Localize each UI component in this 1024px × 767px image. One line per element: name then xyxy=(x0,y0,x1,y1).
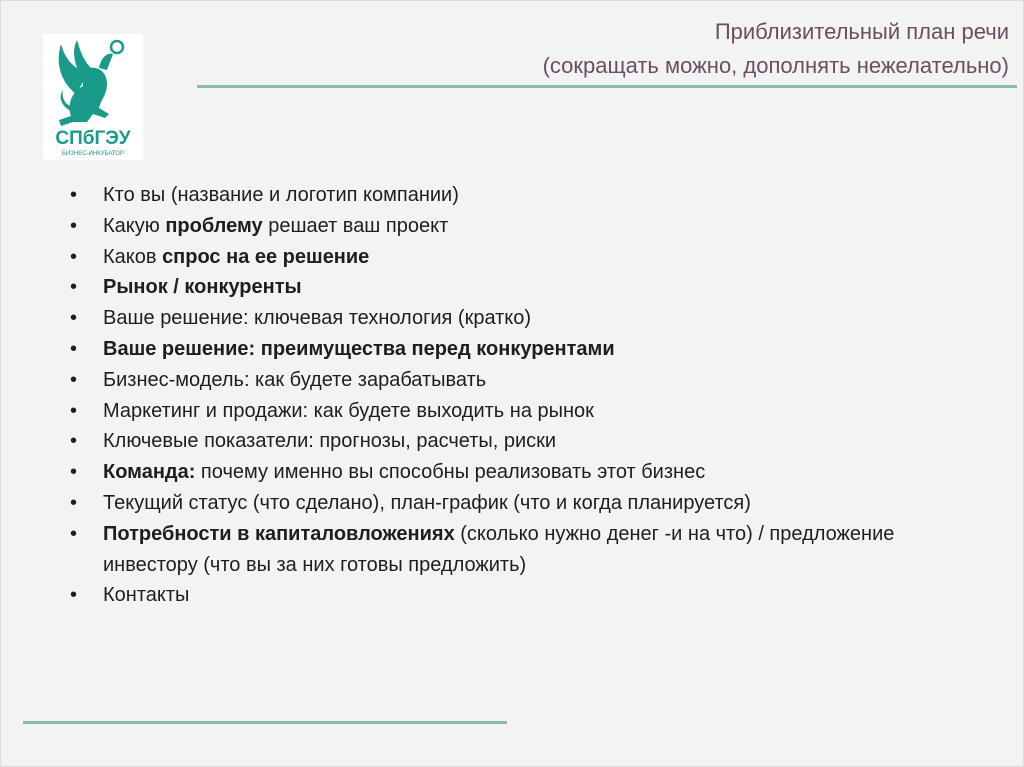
logo-text: СПбГЭУ xyxy=(55,128,131,149)
list-item: • Ваше решение: ключевая технология (кратко) xyxy=(67,303,947,334)
list-item: • Команда: почему именно вы способны реализовать этот бизнес xyxy=(67,457,947,488)
list-item: • Ваше решение: преимущества перед конкурентами xyxy=(67,334,947,365)
list-item: • Какую проблему решает ваш проект xyxy=(67,211,947,242)
title-divider xyxy=(197,85,1017,88)
griffin-icon xyxy=(43,34,143,160)
list-item: • Текущий статус (что сделано), план-график (что и когда планируется) xyxy=(67,488,947,519)
footer-divider xyxy=(23,721,507,724)
list-item: • Кто вы (название и логотип компании) xyxy=(67,180,947,211)
speech-plan-list xyxy=(67,180,947,611)
list-item: • Бизнес-модель: как будете зарабатывать xyxy=(67,365,947,396)
list-item: • Ключевые показатели: прогнозы, расчеты, риски xyxy=(67,426,947,457)
list-item: • Контакты xyxy=(67,580,947,611)
spbgeu-logo xyxy=(43,34,143,160)
title-line-1: Приблизительный план речи xyxy=(714,19,1009,44)
list-item: • Маркетинг и продажи: как будете выходить на рынок xyxy=(67,396,947,427)
list-item: • Потребности в капиталовложениях (сколько нужно денег -и на что) / предложение инвестору (что вы за них готовы предложить) xyxy=(67,519,947,581)
list-item: • Каков спрос на ее решение xyxy=(67,242,947,273)
slide-title xyxy=(389,15,1009,83)
title-line-2: (сокращать можно, дополнять нежелательно) xyxy=(542,53,1009,78)
list-item: • Рынок / конкуренты xyxy=(67,272,947,303)
logo-subtext: БИЗНЕС-ИНКУБАТОР xyxy=(62,151,124,157)
